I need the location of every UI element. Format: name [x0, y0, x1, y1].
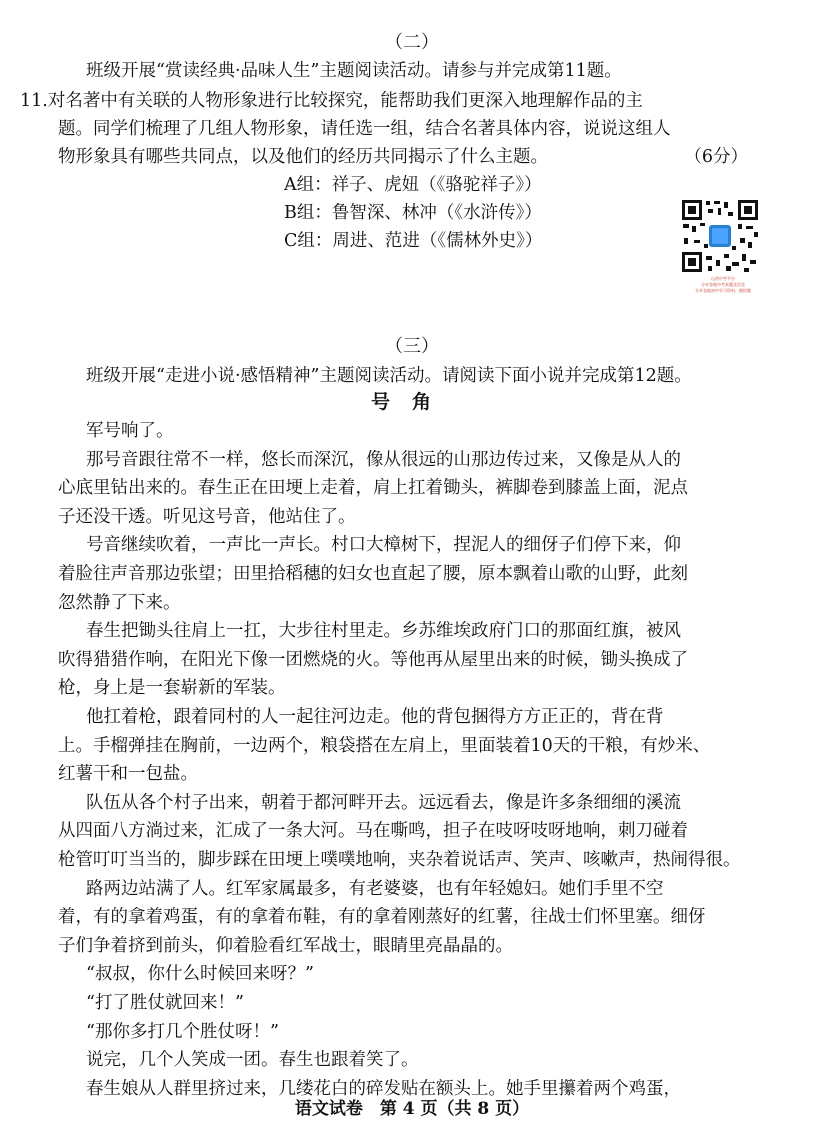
section-2-intro: 班级开展“赏读经典·品味人生”主题阅读活动。请参与并完成第11题。 — [86, 61, 622, 81]
story-line: 他扛着枪，跟着同村的人一起往河边走。他的背包捆得方方正正的，背在背 — [86, 707, 664, 727]
story-line: 枪，身上是一套崭新的军装。 — [58, 678, 286, 699]
story-line: 军号响了。 — [86, 421, 174, 441]
story-line: 队伍从各个村子出来，朝着于都河畔开去。远远看去，像是许多条细细的溪流 — [86, 792, 681, 813]
story-line: 枪管叮叮当当的，脚步踩在田埂上噗噗地响，夹杂着说话声、笑声、咳嗽声，热闹得很。 — [58, 850, 741, 870]
page-footer: 语文试卷 第 4 页（共 8 页） — [294, 1099, 530, 1119]
story-line: 春生把锄头往肩上一扛，大步往村里走。乡苏维埃政府门口的那面红旗，被风 — [86, 621, 681, 642]
story-line: “叔叔，你什么时候回来呀？” — [86, 964, 314, 985]
section-2-heading: （二） — [385, 32, 439, 53]
question-11-line-2: 题。同学们梳理了几组人物形象，请任选一组，结合名著具体内容，说说这组人 — [58, 119, 671, 139]
section-3-intro: 班级开展“走进小说·感悟精神”主题阅读活动。请阅读下面小说并完成第12题。 — [86, 366, 692, 386]
story-line: 路两边站满了人。红军家属最多，有老婆婆，也有年轻媳妇。她们手里不空 — [86, 878, 664, 899]
section-3-heading: （三） — [385, 336, 439, 357]
story-line: 着，有的拿着鸡蛋，有的拿着布鞋，有的拿着刚蒸好的红薯，往战士们怀里塞。细伢 — [58, 907, 706, 928]
story-line: 吹得猎猎作响，在阳光下像一团燃烧的火。等他再从屋里出来的时候，锄头换成了 — [58, 649, 688, 670]
group-a: A组：祥子、虎妞（《骆驼祥子》） — [284, 175, 542, 195]
story-line: 子们争着挤到前头，仰着脸看红军战士，眼睛里亮晶晶的。 — [58, 935, 513, 956]
qr-code[interactable] — [680, 198, 760, 274]
story-line: 着脸往声音那边张望；田里拾稻穗的妇女也直起了腰，原本飘着山歌的山野，此刻 — [58, 564, 688, 584]
question-11-line-1: 11.对名著中有关联的人物形象进行比较探究，能帮助我们更深入地理解作品的主 — [20, 91, 643, 111]
story-line: 上。手榴弹挂在胸前，一边两个，粮袋搭在左肩上，里面装着10天的干粮，有炒米、 — [58, 735, 711, 756]
story-line: 号音继续吹着，一声比一声长。村口大樟树下，捏泥人的细伢子们停下来，仰 — [86, 535, 681, 556]
story-line: 心底里钻出来的。春生正在田埂上走着，肩上扛着锄头，裤脚卷到膝盖上面，泥点 — [58, 478, 688, 499]
story-line: 子还没干透。听见这号音，他站住了。 — [58, 506, 356, 527]
group-b: B组：鲁智深、林冲（《水浒传》） — [284, 203, 542, 223]
question-11-score: （6分） — [684, 147, 748, 167]
story-line: 忽然静了下来。 — [58, 592, 181, 613]
qr-caption: 山西中考平台 分享各地中考真题及信息 分享各地初中学习资料、模拟题 — [695, 276, 751, 293]
story-line: 春生娘从人群里挤过来，几缕花白的碎发贴在额头上。她手里攥着两个鸡蛋， — [86, 1078, 681, 1099]
group-c: C组：周进、范进（《儒林外史》） — [284, 231, 543, 251]
story-line: “那你多打几个胜仗呀！” — [86, 1021, 279, 1042]
story-line: 从四面八方淌过来，汇成了一条大河。马在嘶鸣，担子在吱呀吱呀地响，刺刀碰着 — [58, 821, 688, 842]
story-title: 号角 — [370, 391, 453, 413]
story-line: 那号音跟往常不一样，悠长而深沉，像从很远的山那边传过来，又像是从人的 — [86, 449, 681, 470]
story-line: “打了胜仗就回来！” — [86, 993, 244, 1013]
question-11-line-3: 物形象具有哪些共同点，以及他们的经历共同揭示了什么主题。 — [58, 147, 548, 167]
story-line: 说完，几个人笑成一团。春生也跟着笑了。 — [86, 1050, 419, 1071]
story-line: 红薯干和一包盐。 — [58, 764, 198, 785]
